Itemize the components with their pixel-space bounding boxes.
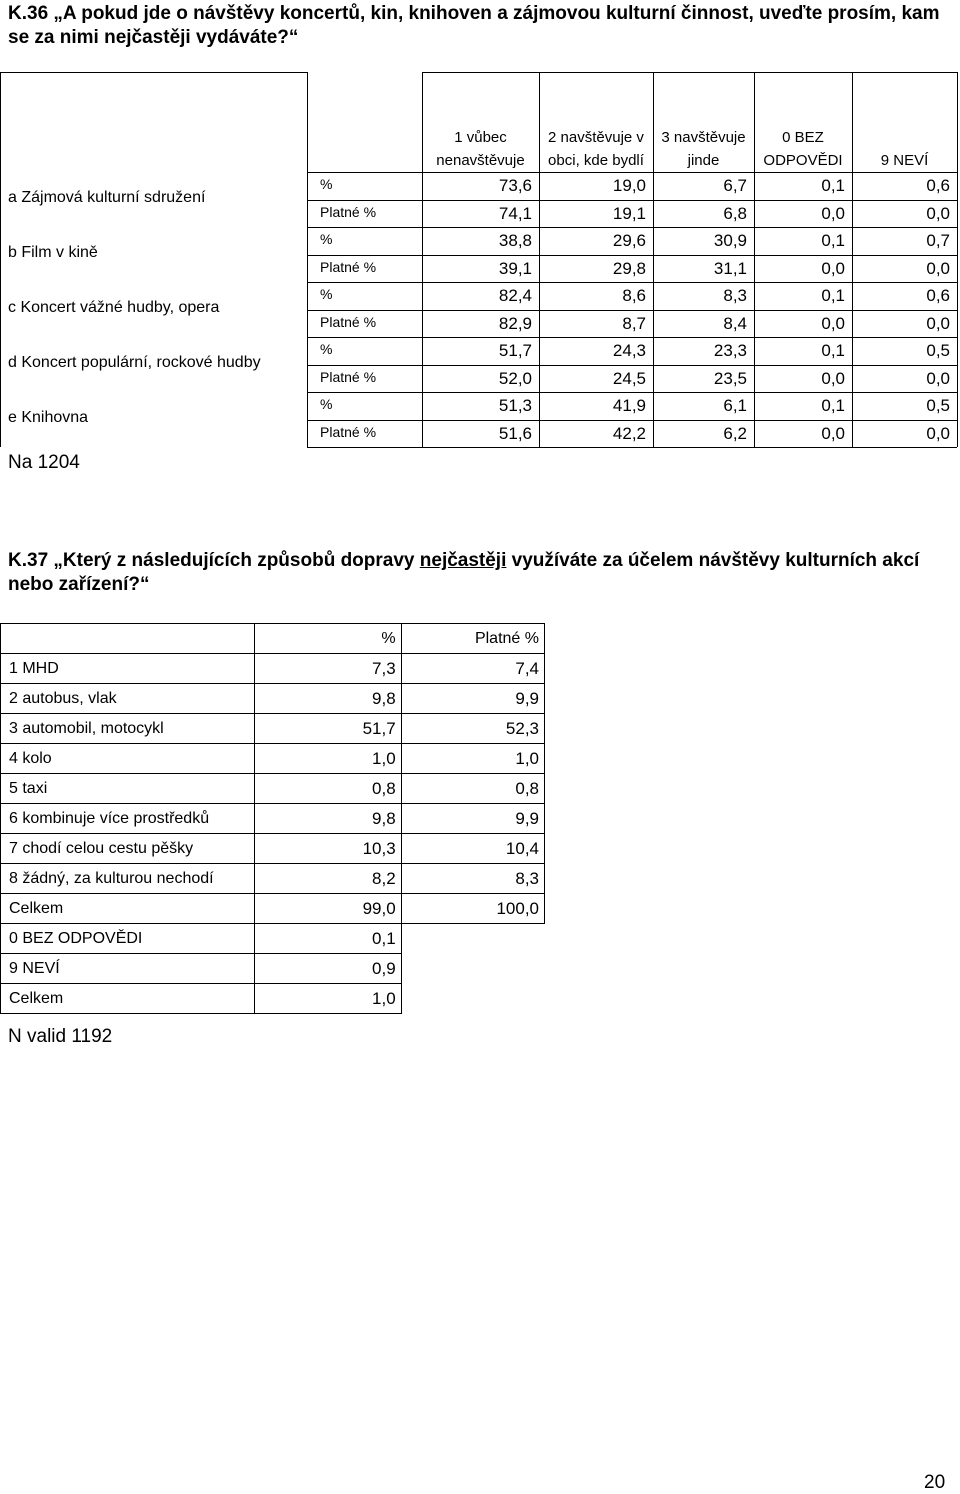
value-cell: 0,7 — [926, 231, 950, 250]
value-cell: 0,6 — [926, 286, 950, 305]
row-label: 9 NEVÍ — [1, 954, 255, 984]
value-cell: 74,1 — [498, 203, 532, 223]
value-cell: 0,5 — [926, 341, 950, 360]
grid-line — [307, 72, 308, 447]
value-cell: 19,1 — [612, 203, 646, 223]
metric-label: % — [320, 341, 333, 357]
column-header: % — [254, 624, 401, 654]
valid-pct-cell — [401, 924, 544, 954]
pct-cell: 9,8 — [254, 804, 401, 834]
metric-label: % — [320, 231, 333, 247]
value-cell: 42,2 — [612, 423, 646, 443]
value-cell: 29,8 — [612, 258, 646, 278]
value-cell: 0,0 — [821, 313, 845, 333]
value-cell: 0,1 — [821, 231, 845, 250]
row-label: 1 MHD — [1, 654, 255, 684]
value-cell: 38,8 — [498, 231, 532, 250]
value-cell: 0,0 — [821, 368, 845, 388]
metric-label: % — [320, 286, 333, 302]
pct-cell: 0,1 — [254, 924, 401, 954]
value-cell: 6,2 — [723, 423, 747, 443]
row-label: d Koncert populární, rockové hudby — [8, 354, 261, 371]
metric-label: Platné % — [320, 258, 377, 275]
column-header-text: 0 BEZ ODPOVĚDI — [763, 129, 843, 169]
row-label: c Koncert vážné hudby, opera — [8, 299, 220, 316]
value-cell: 0,1 — [821, 176, 845, 195]
value-cell: 6,7 — [723, 176, 747, 195]
value-cell: 0,0 — [926, 368, 950, 388]
valid-pct-cell: 0,8 — [401, 774, 544, 804]
pct-cell: 10,3 — [254, 834, 401, 864]
pct-cell: 7,3 — [254, 654, 401, 684]
table-row — [1, 774, 545, 804]
value-cell: 8,6 — [622, 286, 646, 305]
pct-cell: 0,9 — [254, 954, 401, 984]
value-cell: 19,0 — [612, 176, 646, 195]
metric-label: % — [320, 176, 333, 192]
value-cell: 51,6 — [498, 423, 532, 443]
q37-n-valid: N valid 1192 — [8, 1026, 113, 1047]
value-cell: 41,9 — [612, 396, 646, 415]
column-header — [424, 72, 537, 172]
table-row — [1, 744, 545, 774]
header-empty-cell — [1, 624, 255, 654]
q37-title-underlined: nejčastěji — [419, 550, 507, 571]
valid-pct-cell: 52,3 — [401, 714, 544, 744]
grid-line — [0, 72, 1, 447]
column-header: Platné % — [401, 624, 544, 654]
table-header-row — [1, 624, 545, 654]
grid-line — [0, 72, 307, 73]
valid-pct-cell: 9,9 — [401, 804, 544, 834]
column-header — [541, 72, 651, 172]
row-label: e Knihovna — [8, 409, 89, 426]
value-cell: 82,9 — [498, 313, 532, 333]
column-header — [655, 72, 752, 172]
pct-cell: 8,2 — [254, 864, 401, 894]
value-cell: 6,8 — [723, 203, 747, 223]
table-row — [1, 834, 545, 864]
value-cell: 0,0 — [926, 313, 950, 333]
page-number: 20 — [924, 1472, 946, 1493]
grid-line — [957, 72, 958, 447]
value-cell: 39,1 — [498, 258, 532, 278]
value-cell: 23,5 — [713, 368, 747, 388]
value-cell: 8,3 — [723, 286, 747, 305]
table-row — [1, 924, 545, 954]
metric-label: Platné % — [320, 313, 377, 330]
row-label: Celkem — [1, 984, 255, 1014]
valid-pct-cell: 7,4 — [401, 654, 544, 684]
value-cell: 29,6 — [612, 231, 646, 250]
q36-table — [0, 72, 957, 477]
row-label: 8 žádný, za kulturou nechodí — [1, 864, 255, 894]
pct-cell: 0,8 — [254, 774, 401, 804]
q37-title — [8, 549, 953, 597]
row-label: 6 kombinuje více prostředků — [1, 804, 255, 834]
value-cell: 0,1 — [821, 286, 845, 305]
value-cell: 51,7 — [498, 341, 532, 360]
value-cell: 0,0 — [926, 203, 950, 223]
valid-pct-cell: 1,0 — [401, 744, 544, 774]
row-label: 3 automobil, motocykl — [1, 714, 255, 744]
valid-pct-cell: 100,0 — [401, 894, 544, 924]
pct-cell: 1,0 — [254, 984, 401, 1014]
table-row — [1, 954, 545, 984]
value-cell: 51,3 — [498, 396, 532, 415]
value-cell: 6,1 — [723, 396, 747, 415]
value-cell: 82,4 — [498, 286, 532, 305]
pct-cell: 99,0 — [254, 894, 401, 924]
row-label: a Zájmová kulturní sdružení — [8, 189, 206, 206]
valid-pct-cell: 8,3 — [401, 864, 544, 894]
value-cell: 0,1 — [821, 341, 845, 360]
valid-pct-cell — [401, 984, 544, 1014]
value-cell: 0,6 — [926, 176, 950, 195]
column-header — [854, 72, 955, 172]
column-header-text: 2 navštěvuje v obci, kde bydlí — [548, 129, 644, 169]
value-cell: 73,6 — [498, 176, 532, 195]
value-cell: 24,3 — [612, 341, 646, 360]
table-row — [1, 714, 545, 744]
table-row — [1, 654, 545, 684]
value-cell: 8,7 — [622, 313, 646, 333]
column-header-text: 3 navštěvuje jinde — [661, 129, 746, 169]
valid-pct-cell: 9,9 — [401, 684, 544, 714]
row-label: 7 chodí celou cestu pěšky — [1, 834, 255, 864]
row-label: b Film v kině — [8, 244, 98, 261]
value-cell: 30,9 — [713, 231, 747, 250]
table-row — [1, 804, 545, 834]
value-cell: 0,0 — [821, 203, 845, 223]
value-cell: 0,0 — [821, 423, 845, 443]
row-label: 2 autobus, vlak — [1, 684, 255, 714]
pct-cell: 9,8 — [254, 684, 401, 714]
value-cell: 8,4 — [723, 313, 747, 333]
table-row — [1, 864, 545, 894]
q37-title-part1: K.37 „Který z následujících způsobů dopravy — [8, 550, 420, 571]
row-label: Celkem — [1, 894, 255, 924]
table-row — [1, 684, 545, 714]
value-cell: 0,5 — [926, 396, 950, 415]
valid-pct-cell: 10,4 — [401, 834, 544, 864]
row-label: 0 BEZ ODPOVĚDI — [1, 924, 255, 954]
column-header — [756, 72, 850, 172]
q36-n: Na 1204 — [8, 452, 80, 473]
value-cell: 23,3 — [713, 341, 747, 360]
q36-title: K.36 „A pokud jde o návštěvy koncertů, kin, knihoven a zájmovou kulturní činnost, uveďte prosím, kam se za nimi nejčastěji vydáváte?“ — [8, 3, 940, 48]
row-label: 4 kolo — [1, 744, 255, 774]
value-cell: 24,5 — [612, 368, 646, 388]
metric-label: Platné % — [320, 203, 377, 220]
value-cell: 0,1 — [821, 396, 845, 415]
valid-pct-cell — [401, 954, 544, 984]
metric-label: Platné % — [320, 423, 377, 440]
pct-cell: 1,0 — [254, 744, 401, 774]
table-row — [1, 894, 545, 924]
value-cell: 0,0 — [821, 258, 845, 278]
table-row — [1, 984, 545, 1014]
q37-title-part3: využíváte za účelem návštěvy kulturních akcí nebo zařízení?“ — [8, 550, 920, 595]
q37-table — [0, 623, 545, 1053]
column-header-text: 1 vůbec nenavštěvuje — [436, 129, 525, 169]
pct-cell: 51,7 — [254, 714, 401, 744]
column-header-text: 9 NEVÍ — [880, 152, 929, 169]
value-cell: 0,0 — [926, 258, 950, 278]
value-cell: 31,1 — [713, 258, 747, 278]
metric-label: Platné % — [320, 368, 377, 385]
value-cell: 52,0 — [498, 368, 532, 388]
metric-label: % — [320, 396, 333, 412]
value-cell: 0,0 — [926, 423, 950, 443]
row-label: 5 taxi — [1, 774, 255, 804]
